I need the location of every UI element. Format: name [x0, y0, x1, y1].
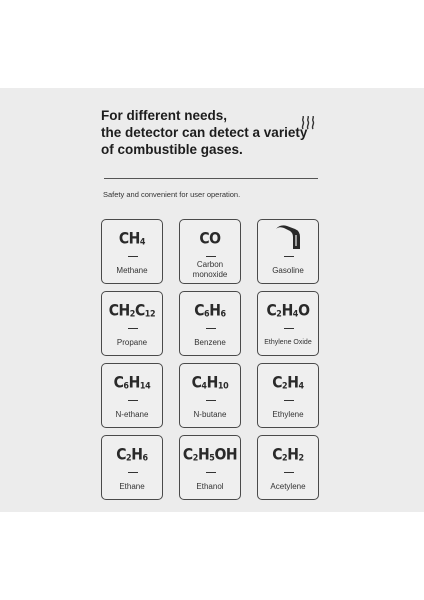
- gas-formula: $C_6H_{14}$: [113, 374, 151, 392]
- dash: [206, 256, 216, 257]
- gas-formula: $C_2H_2$: [272, 446, 304, 464]
- gas-formula: $C_6H_6$: [194, 302, 226, 320]
- gas-name-line-1: Carbon: [196, 260, 224, 269]
- gas-name: Acetylene: [270, 482, 306, 491]
- gas-tile-ethylene-oxide: [257, 291, 319, 356]
- gas-name: Ethylene Oxide: [264, 339, 312, 346]
- gas-tile-ethanol: [179, 435, 241, 500]
- gas-tile-n-ethane: [101, 363, 163, 428]
- gas-name: Ethylene: [272, 410, 304, 419]
- gas-formula: $C_2H_6$: [116, 446, 148, 464]
- gas-name: Ethane: [119, 482, 145, 491]
- dash: [206, 400, 216, 401]
- headline-line-1: For different needs,: [101, 108, 228, 123]
- dash: [206, 472, 216, 473]
- dash: [284, 472, 294, 473]
- gas-formula: $C_2H_5OH$: [182, 446, 238, 464]
- dash: [128, 328, 138, 329]
- dash: [128, 472, 138, 473]
- dash: [284, 328, 294, 329]
- gas-formula: CO: [199, 230, 221, 248]
- gas-name: Benzene: [194, 338, 226, 347]
- headline-line-3: of combustible gases.: [101, 142, 243, 157]
- dash: [128, 256, 138, 257]
- gas-grid: [101, 219, 319, 500]
- gas-formula: $C_4H_{10}$: [191, 374, 229, 392]
- gas-formula: $C_2H_4O$: [266, 302, 310, 320]
- headline-line-2: the detector can detect a variety: [101, 125, 308, 140]
- gas-name: [180, 260, 240, 280]
- dash: [128, 400, 138, 401]
- dash: [284, 400, 294, 401]
- gas-tile-acetylene: [257, 435, 319, 500]
- gas-name: Ethanol: [196, 482, 224, 491]
- steam-icon: [300, 116, 316, 130]
- subtitle: Safety and convenient for user operation.: [103, 190, 241, 199]
- gas-name: Gasoline: [272, 266, 304, 275]
- gas-tile-gasoline: [257, 219, 319, 284]
- gas-name: Methane: [116, 266, 148, 275]
- divider: [104, 178, 318, 179]
- gas-tile-propane: [101, 291, 163, 356]
- gas-name: N-ethane: [115, 410, 149, 419]
- gas-name: Propane: [116, 338, 148, 347]
- gas-formula: $C_2H_4$: [272, 374, 304, 392]
- gas-tile-ethane: [101, 435, 163, 500]
- gas-tile-ethylene: [257, 363, 319, 428]
- gas-formula: $CH_4$: [118, 230, 146, 248]
- gas-tile-methane: [101, 219, 163, 284]
- gas-name-line-2: monoxide: [192, 270, 228, 279]
- gas-tile-n-butane: [179, 363, 241, 428]
- gas-tile-carbon-monoxide: [179, 219, 241, 284]
- fuel-nozzle-icon: [274, 225, 302, 251]
- dash: [206, 328, 216, 329]
- headline: [101, 107, 341, 158]
- dash: [284, 256, 294, 257]
- gas-name: N-butane: [193, 410, 227, 419]
- gas-formula: $CH_2C_{12}$: [108, 302, 156, 320]
- gas-tile-benzene: [179, 291, 241, 356]
